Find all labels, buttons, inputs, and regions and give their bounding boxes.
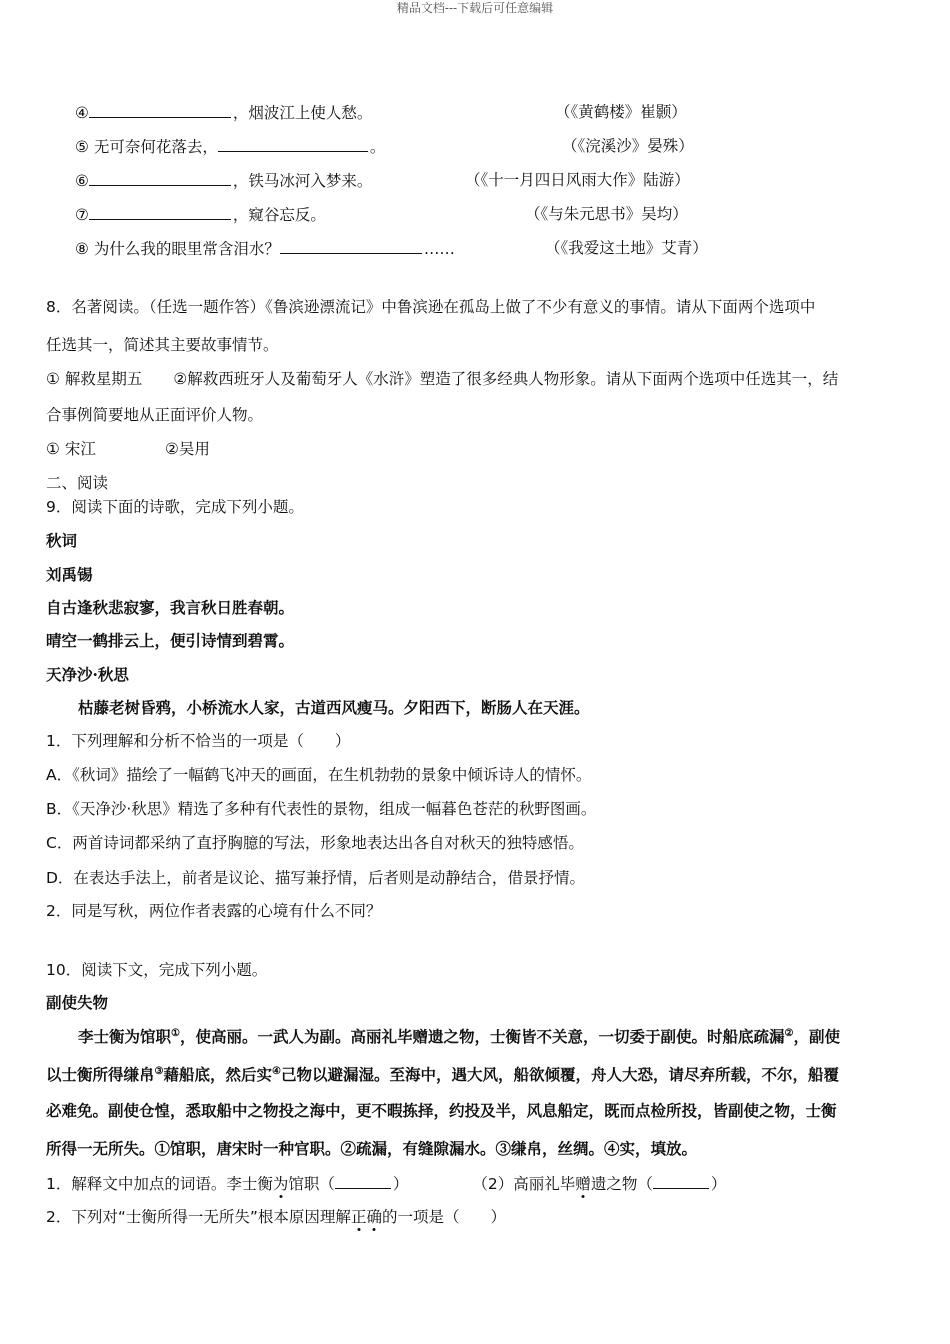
poem1-author: 刘禹锡: [46, 565, 93, 584]
passage-1-c: ，副使: [793, 1027, 840, 1046]
q10-sub-2: [46, 1206, 506, 1228]
q10-sub-1-text-d: （2）高丽礼毕: [472, 1175, 576, 1193]
poem1-title: 秋词: [46, 531, 78, 550]
q10-sub-1: [46, 1172, 726, 1195]
fill-5-source: （《浣溪沙》晏殊）: [562, 137, 694, 155]
fill-5-blank[interactable]: [218, 135, 368, 152]
q9-option-b[interactable]: B．《天净沙·秋思》精选了多种有代表性的景物，组成一幅暮色苍茫的秋野图画。: [46, 800, 597, 818]
q10-sub-1-text-f: ）: [710, 1175, 727, 1193]
footnote-marker-4: ④: [272, 1065, 281, 1077]
dotted-word-zheng: 正: [350, 1208, 367, 1226]
q10-intro: 10．阅读下文，完成下列小题。: [46, 961, 268, 979]
q9-option-a[interactable]: A．《秋词》描绘了一幅鹤飞冲天的画面，在生机勃勃的景象中倾诉诗人的情怀。: [46, 766, 592, 784]
footnote-marker-3: ③: [154, 1065, 164, 1077]
q10-sub-2-text-b: 的一项是（ ）: [381, 1208, 506, 1226]
passage-line-2: [46, 1064, 839, 1086]
fill-5-suffix: 。: [369, 138, 386, 156]
fill-6-source: （《十一月四日风雨大作》陆游）: [465, 171, 690, 189]
section-title-reading: 二、阅读: [46, 474, 109, 492]
q9-sub-2: 2．同是写秋，两位作者表露的心境有什么不同？: [46, 902, 382, 920]
q10-sub-1-text-a: 1．解释文中加点的词语。李士衡: [46, 1175, 273, 1193]
fill-7-blank[interactable]: [89, 203, 231, 220]
q8-line-4: 合事例简要地从正面评价人物。: [46, 406, 264, 424]
passage-1-b: ，使高丽。一武人为副。高丽礼毕赠遗之物，士衡皆不关意，一切委于副使。时船底疏漏: [179, 1027, 785, 1046]
fill-8-prefix: ⑧ 为什么我的眼里常含泪水？: [75, 240, 280, 258]
fill-line-7: [75, 203, 326, 226]
q8-line-1: 8．名著阅读。（任选一题作答）《鲁滨逊漂流记》中鲁滨逊在孤岛上做了不少有意义的事情。请从下面两个选项中: [46, 298, 816, 316]
passage-notes: 所得一无所失。①馆职，唐宋时一种官职。②疏漏，有缝隙漏水。③缣帛，丝绸。④实，填放。: [46, 1139, 698, 1158]
fill-6-prefix: ⑥: [75, 172, 89, 190]
dotted-word-zeng: 赠: [575, 1175, 591, 1193]
fill-4-suffix: ，烟波江上使人愁。: [232, 104, 373, 122]
q9-sub-1: 1．下列理解和分析不恰当的一项是（ ）: [46, 732, 351, 750]
dotted-word-wei: 为: [272, 1175, 289, 1193]
q10-sub-1-text-c: ）: [392, 1175, 409, 1193]
fill-8-suffix: ……: [423, 240, 455, 258]
q10-sub-1-text-e: 遗之物（: [590, 1175, 653, 1193]
q10-sub-2-text-a: 2．下列对“士衡所得一无所失”根本原因理解: [46, 1208, 351, 1226]
fill-4-prefix: ④: [75, 104, 89, 122]
passage-line-1: [78, 1026, 840, 1048]
fill-8-blank[interactable]: [280, 237, 422, 254]
fill-4-source: （《黄鹤楼》崔颢）: [555, 103, 687, 121]
q9-option-d[interactable]: D．在表达手法上，前者是议论、描写兼抒情，后者则是动静结合，借景抒情。: [46, 869, 585, 887]
passage-1-a: 李士衡为馆职: [78, 1027, 172, 1046]
fill-7-suffix: ，窥谷忘反。: [232, 206, 326, 224]
answer-blank-1[interactable]: [335, 1172, 391, 1189]
dotted-word-que: 确: [366, 1208, 382, 1226]
fill-8-source: （《我爱这土地》艾青）: [545, 239, 708, 257]
fill-7-source: （《与朱元思书》吴均）: [525, 205, 688, 223]
q8-line-2: 任选其一，简述其主要故事情节。: [46, 336, 279, 354]
fill-line-6: [75, 169, 372, 192]
passage-line-3: 必难免。副使仓惶，悉取船中之物投之海中，更不暇拣择，约投及半，风息船定，既而点检所投，皆副使之物，士衡: [46, 1101, 837, 1120]
q8-option-1: ① 宋江: [46, 440, 96, 458]
q9-option-c[interactable]: C．两首诗词都采纳了直抒胸臆的写法，形象地表达出各自对秋天的独特感悟。: [46, 834, 584, 852]
q10-sub-1-text-b: 馆职（: [288, 1175, 335, 1193]
answer-blank-2[interactable]: [653, 1172, 709, 1189]
page-header: 精品文档---下载后可任意编辑: [396, 1, 554, 15]
poem2-title: 天净沙·秋思: [46, 665, 129, 684]
fill-line-8: [75, 237, 455, 260]
fill-4-blank[interactable]: [89, 101, 231, 118]
passage-2-c: 己物以避漏湿。至海中，遇大风，船欲倾覆，舟人大恐，请尽弃所载，不尔，船覆: [280, 1065, 839, 1084]
fill-5-prefix: ⑤ 无可奈何花落去，: [75, 138, 218, 156]
passage-2-a: 以士衡所得缣帛: [46, 1065, 155, 1084]
fill-6-blank[interactable]: [89, 169, 231, 186]
passage-title: 副使失物: [46, 993, 109, 1012]
poem2-line-1: 枯藤老树昏鸦，小桥流水人家，古道西风瘦马。夕阳西下，断肠人在天涯。: [78, 698, 590, 717]
fill-line-5: [75, 135, 385, 158]
poem1-line-1: 自古逢秋悲寂寥，我言秋日胜春朝。: [46, 598, 295, 617]
fill-line-4: [75, 101, 372, 124]
fill-7-prefix: ⑦: [75, 206, 89, 224]
q8-line-3: ① 解救星期五 ②解救西班牙人及葡萄牙人《水浒》塑造了很多经典人物形象。请从下面两个选项中任选其一，结: [46, 370, 839, 388]
footnote-marker-2: ②: [784, 1027, 794, 1039]
passage-2-b: 藉船底，然后实: [163, 1065, 272, 1084]
q8-option-2: ②吴用: [165, 440, 210, 458]
footnote-marker-1: ①: [171, 1027, 180, 1039]
fill-6-suffix: ，铁马冰河入梦来。: [232, 172, 373, 190]
q9-intro: 9．阅读下面的诗歌，完成下列小题。: [46, 498, 304, 516]
poem1-line-2: 晴空一鹤排云上，便引诗情到碧霄。: [46, 631, 295, 650]
